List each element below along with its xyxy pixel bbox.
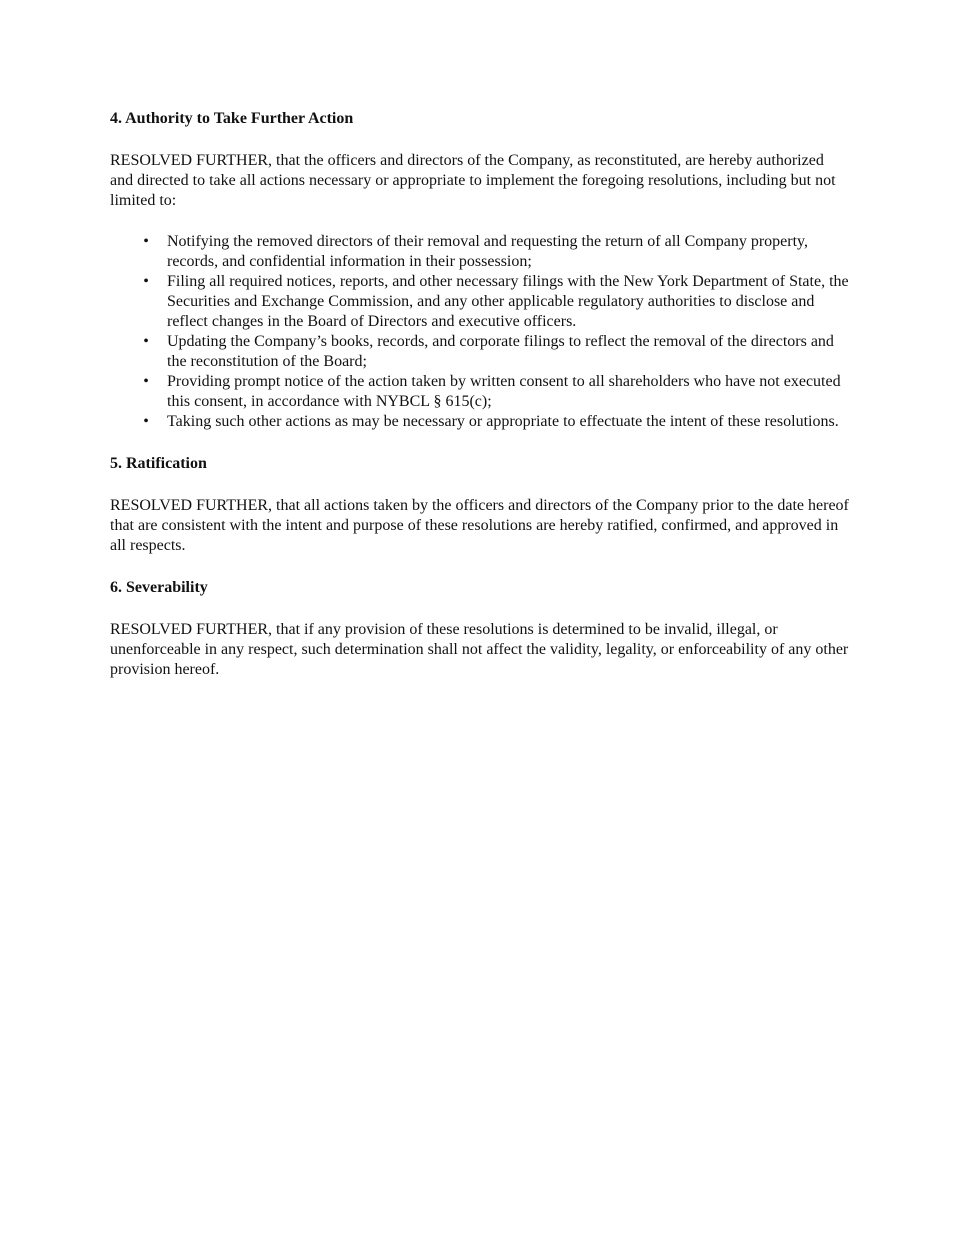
- list-item-text: Taking such other actions as may be necessary or appropriate to effectuate the intent of these resolutions.: [167, 413, 839, 430]
- section-paragraph: RESOLVED FURTHER, that if any provision of these resolutions is determined to be invalid, illegal, or unenforceable in any respect, such determination shall not affect the validity, legality, or enforceability of any other provision hereof.: [110, 621, 849, 678]
- bullet-icon: •: [143, 373, 149, 390]
- section-heading: 5. Ratification: [110, 455, 207, 472]
- section-paragraph: RESOLVED FURTHER, that the officers and directors of the Company, as reconstituted, are hereby authorized and directed to take all actions necessary or appropriate to implement the foregoing resolutions, including but not limited to:: [110, 152, 836, 209]
- bullet-icon: •: [143, 333, 149, 350]
- list-item: [110, 372, 850, 412]
- bullet-icon: •: [143, 273, 149, 290]
- document-page: [110, 108, 850, 701]
- list-item-text: Notifying the removed directors of their removal and requesting the return of all Company property, records, and confidential information in their possession;: [167, 233, 808, 270]
- list-item-text: Providing prompt notice of the action taken by written consent to all shareholders who have not executed this consent, in accordance with NYBCL § 615(c);: [167, 373, 841, 410]
- bullet-icon: •: [143, 413, 149, 430]
- section-heading: 4. Authority to Take Further Action: [110, 110, 354, 127]
- list-item-text: Updating the Company’s books, records, and corporate filings to reflect the removal of the directors and the reconstitution of the Board;: [167, 333, 834, 370]
- list-item: [110, 332, 850, 372]
- list-item: [110, 232, 850, 272]
- action-bullet-list: [110, 232, 850, 432]
- section-authority: [110, 108, 850, 432]
- section-ratification: [110, 453, 850, 556]
- list-item: [110, 412, 850, 432]
- section-paragraph: RESOLVED FURTHER, that all actions taken by the officers and directors of the Company prior to the date hereof that are consistent with the intent and purpose of these resolutions are hereby ratified, confirmed, and approved in all respects.: [110, 497, 849, 554]
- list-item-text: Filing all required notices, reports, and other necessary filings with the New York Department of State, the Securities and Exchange Commission, and any other applicable regulatory authorities to disclose and reflect changes in the Board of Directors and executive officers.: [167, 273, 849, 330]
- section-severability: [110, 577, 850, 680]
- bullet-icon: •: [143, 233, 149, 250]
- list-item: [110, 272, 850, 332]
- section-heading: 6. Severability: [110, 579, 208, 596]
